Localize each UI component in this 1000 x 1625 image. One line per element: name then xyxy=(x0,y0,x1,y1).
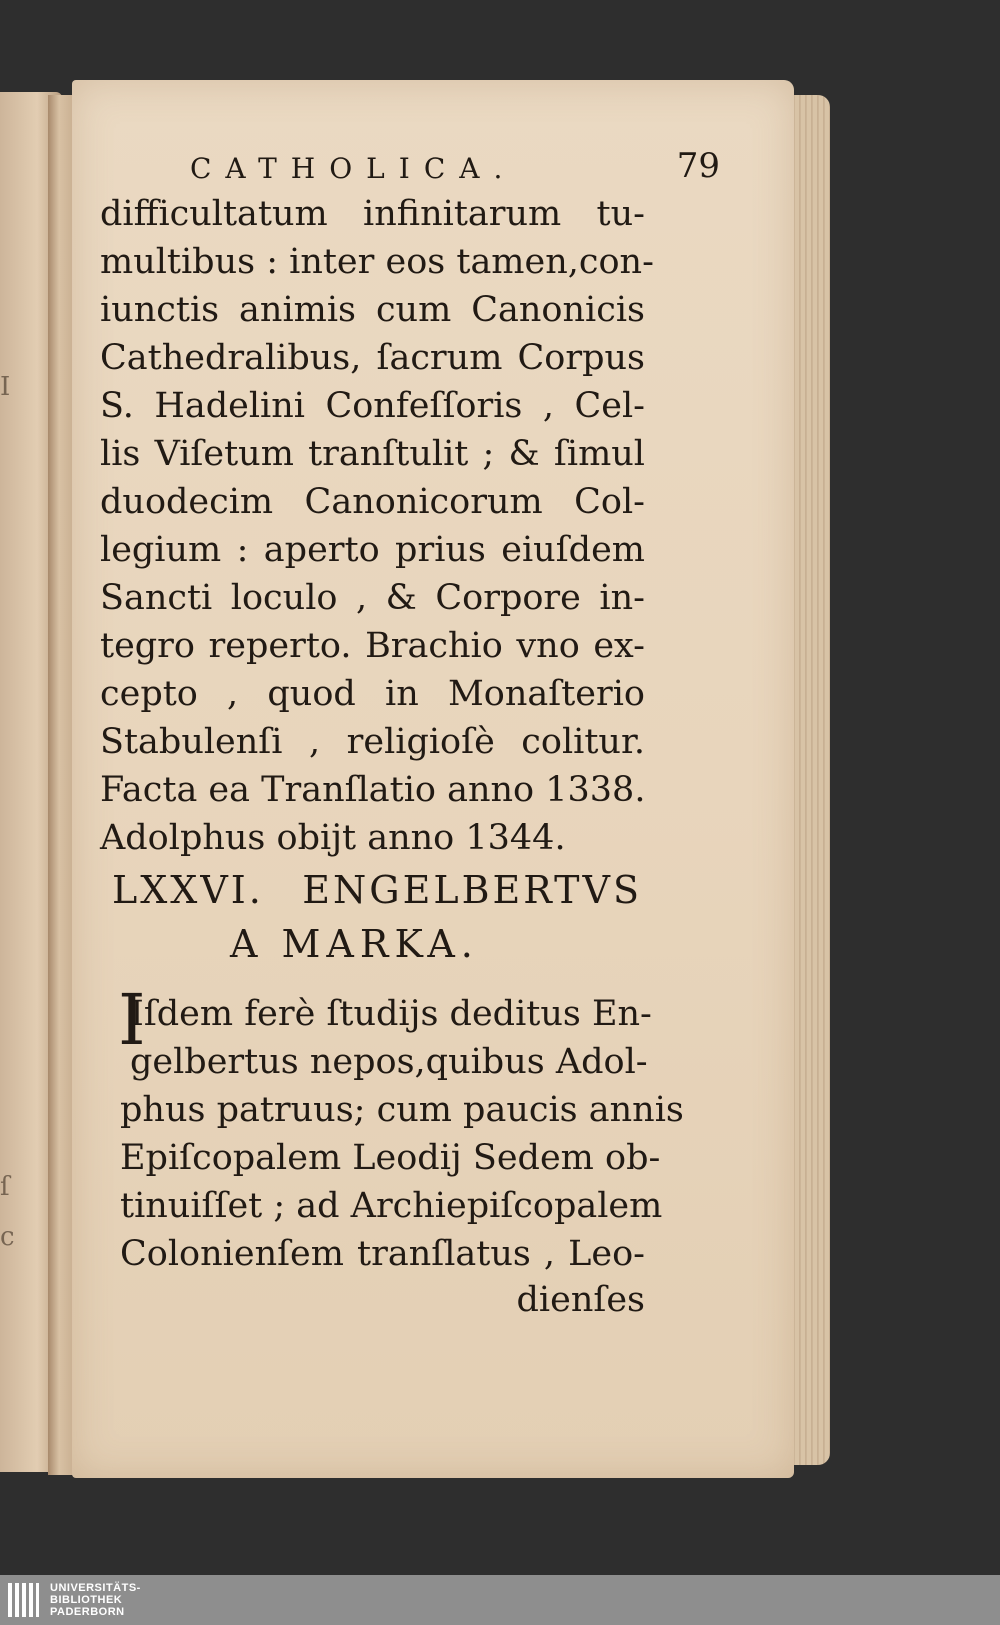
text-line: tinuiſſet ; ad Archiepiſcopalem xyxy=(120,1186,663,1226)
library-name-line: PADERBORN xyxy=(50,1606,125,1618)
library-name-line: UNIVERSITÄTS- xyxy=(50,1582,141,1594)
page-number: 79 xyxy=(676,146,720,186)
text-line: Adolphus obijt anno 1344. xyxy=(100,818,566,858)
text-line: multibus : inter eos tamen,con- xyxy=(100,242,654,282)
catchword: dienſes xyxy=(516,1280,645,1320)
ghost-glyph: ſ xyxy=(0,1172,10,1202)
library-name-line: BIBLIOTHEK xyxy=(50,1594,123,1606)
text-line: Epiſcopalem Leodij Sedem ob- xyxy=(120,1138,661,1178)
text-line: Sancti loculo , & Corpore in- xyxy=(100,578,645,618)
text-line: difficultatum infinitarum tu- xyxy=(100,194,645,234)
logo-bar xyxy=(29,1583,33,1617)
drop-cap: I xyxy=(118,979,146,1061)
text-line: Iſdem ferè ſtudijs deditus En- xyxy=(130,994,652,1034)
text-line: Stabulenſi , religioſè colitur. xyxy=(100,722,645,762)
text-line: Colonienſem tranſlatus , Leo- xyxy=(120,1234,645,1274)
ghost-glyph: c xyxy=(0,1222,15,1252)
text-line: tegro reperto. Brachio vno ex- xyxy=(100,626,645,666)
section-heading: LXXVI. ENGELBERTVS xyxy=(112,868,642,912)
text-line: S. Hadelini Confeſſoris , Cel- xyxy=(100,386,645,426)
ghost-glyph: I xyxy=(0,372,11,402)
logo-bar xyxy=(22,1583,26,1617)
text-line: Cathedralibus, ſacrum Corpus xyxy=(100,338,645,378)
library-logo-icon xyxy=(8,1583,44,1617)
text-line: lis Viſetum tranſtulit ; & ſimul xyxy=(100,434,645,474)
logo-bar xyxy=(15,1583,19,1617)
text-line: gelbertus nepos,quibus Adol- xyxy=(130,1042,648,1082)
logo-bar xyxy=(36,1583,39,1617)
running-title: CATHOLICA. xyxy=(190,152,517,185)
text-line: phus patruus; cum paucis annis xyxy=(120,1090,684,1130)
text-line: duodecim Canonicorum Col- xyxy=(100,482,645,522)
library-name xyxy=(50,1582,141,1618)
library-footer-bar xyxy=(0,1575,1000,1625)
logo-bar xyxy=(8,1583,12,1617)
running-head xyxy=(190,146,720,190)
section-heading-continued: A MARKA. xyxy=(230,922,479,966)
text-line: iunctis animis cum Canonicis xyxy=(100,290,645,330)
text-line: cepto , quod in Monaſterio xyxy=(100,674,645,714)
text-line: Facta ea Tranſlatio anno 1338. xyxy=(100,770,646,810)
text-line: legium : aperto prius eiuſdem xyxy=(100,530,645,570)
